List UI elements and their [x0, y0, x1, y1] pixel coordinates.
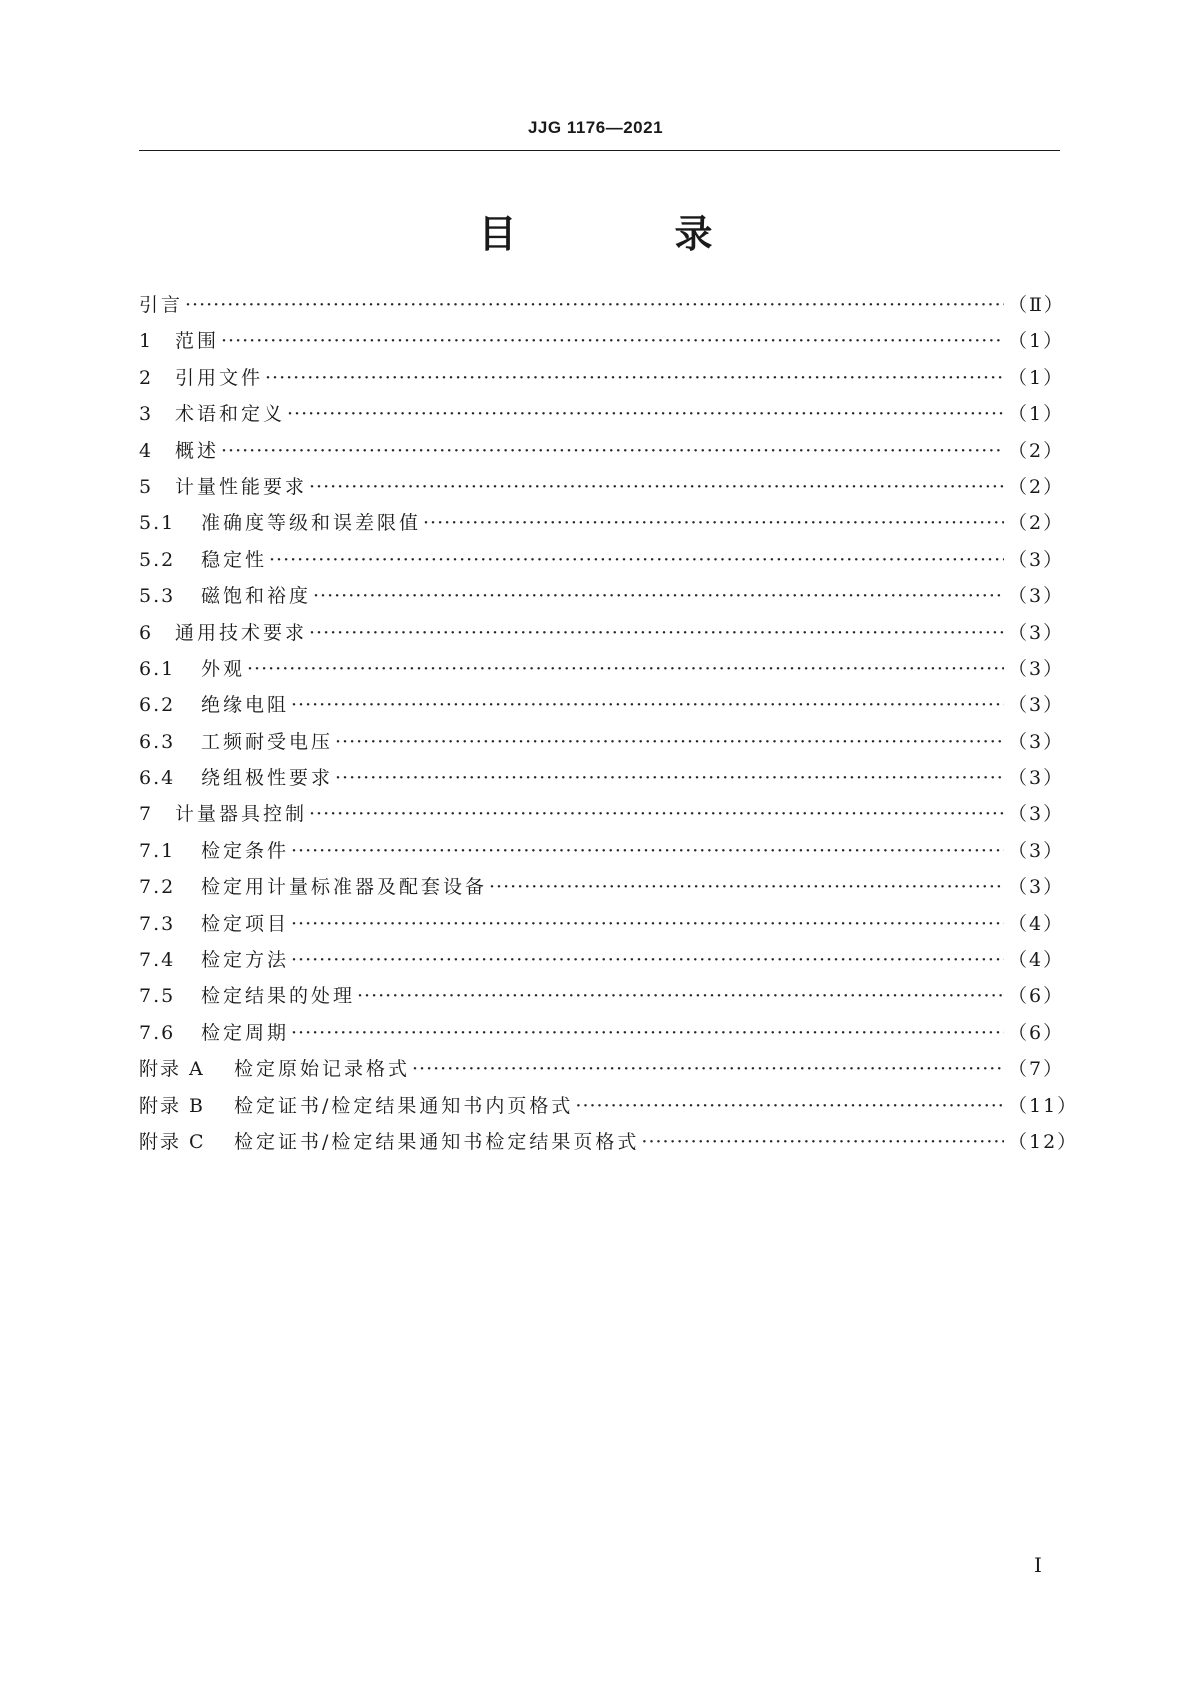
toc-entry-page: （3）: [1008, 876, 1065, 899]
toc-entry-page: （2）: [1008, 439, 1065, 462]
toc-entry-page: （11）: [1008, 1094, 1079, 1117]
toc-entry-page: （3）: [1008, 657, 1065, 680]
toc-entry-page: （3）: [1008, 694, 1065, 717]
toc-leader-dots: [423, 512, 1004, 534]
toc-leader-dots: [309, 803, 1004, 825]
toc-entry[interactable]: [139, 836, 1065, 872]
toc-leader-dots: [575, 1095, 1004, 1117]
toc-entry[interactable]: [139, 581, 1065, 617]
toc-entry-number: 6: [139, 621, 154, 644]
toc-leader-dots: [221, 440, 1004, 462]
toc-leader-dots: [291, 913, 1004, 935]
toc-leader-dots: [291, 694, 1004, 716]
toc-leader-dots: [291, 1022, 1004, 1044]
toc-entry-number: 5: [139, 475, 154, 498]
header-divider: [139, 150, 1060, 151]
toc-entry[interactable]: [139, 399, 1065, 435]
toc-entry-number: 4: [139, 439, 154, 462]
toc-entry[interactable]: [139, 436, 1065, 472]
toc-entry-number: 5.1: [139, 512, 176, 535]
toc-entry[interactable]: [139, 1091, 1079, 1127]
toc-entry-number: 7.1: [139, 839, 176, 862]
toc-entry-number: 5.3: [139, 585, 176, 608]
toc-leader-dots: [221, 330, 1004, 352]
toc-entry-title: 检定原始记录格式: [234, 1058, 411, 1081]
toc-entry[interactable]: [139, 763, 1065, 799]
toc-entry-title: 检定项目: [201, 912, 290, 935]
toc-entry-title: 计量性能要求: [175, 475, 308, 498]
toc-entry-number: 7.2: [139, 876, 176, 899]
toc-entry-title: 稳定性: [201, 548, 268, 571]
toc-entry-title: 检定证书/检定结果通知书内页格式: [234, 1094, 574, 1117]
toc-entry-page: （4）: [1008, 949, 1065, 972]
toc-entry[interactable]: [139, 290, 1065, 326]
toc-entry-title: 引言: [139, 294, 184, 316]
toc-entry[interactable]: [139, 1018, 1065, 1054]
toc-entry-title: 磁饱和裕度: [201, 585, 312, 608]
toc-entry-page: （2）: [1008, 475, 1065, 498]
toc-entry[interactable]: [139, 1054, 1065, 1090]
toc-entry-page: （3）: [1008, 585, 1065, 608]
toc-entry-title: 准确度等级和误差限值: [201, 512, 422, 535]
toc-leader-dots: [291, 949, 1004, 971]
toc-entry-title: 外观: [201, 657, 246, 680]
toc-entry[interactable]: [139, 981, 1065, 1017]
page-title: 目 录: [478, 212, 773, 256]
toc-entry[interactable]: [139, 909, 1065, 945]
toc-entry-title: 通用技术要求: [175, 621, 308, 644]
toc-entry-page: （Ⅱ）: [1008, 294, 1065, 316]
toc-leader-dots: [313, 585, 1004, 607]
toc-leader-dots: [489, 876, 1004, 898]
toc-entry-number: 6.3: [139, 730, 176, 753]
toc-leader-dots: [265, 367, 1004, 389]
toc-entry-number: 附录 B: [139, 1094, 206, 1117]
page-number: Ⅰ: [1034, 1553, 1042, 1577]
toc-entry-page: （12）: [1008, 1130, 1079, 1153]
toc-entry[interactable]: [139, 654, 1065, 690]
toc-entry[interactable]: [139, 727, 1065, 763]
toc-entry-title: 检定周期: [201, 1021, 290, 1044]
toc-leader-dots: [412, 1058, 1004, 1080]
toc-entry-title: 检定结果的处理: [201, 985, 356, 1008]
toc-entry-number: 附录 C: [139, 1130, 206, 1153]
toc-entry-number: 6.2: [139, 694, 176, 717]
toc-entry[interactable]: [139, 945, 1065, 981]
toc-entry[interactable]: [139, 545, 1065, 581]
toc-leader-dots: [291, 840, 1004, 862]
table-of-contents: [139, 290, 1079, 1163]
toc-entry-title: 检定条件: [201, 839, 290, 862]
toc-entry-title: 检定用计量标准器及配套设备: [201, 876, 488, 899]
toc-entry-page: （6）: [1008, 1021, 1065, 1044]
toc-leader-dots: [335, 731, 1004, 753]
toc-entry[interactable]: [139, 618, 1065, 654]
toc-entry-number: 7.6: [139, 1021, 176, 1044]
toc-entry-page: （3）: [1008, 803, 1065, 826]
toc-entry-number: 6.1: [139, 657, 176, 680]
toc-entry-number: 7.4: [139, 949, 176, 972]
toc-entry-page: （3）: [1008, 730, 1065, 753]
toc-entry-title: 工频耐受电压: [201, 730, 334, 753]
toc-entry-number: 6.4: [139, 767, 176, 790]
toc-leader-dots: [641, 1131, 1004, 1153]
toc-entry[interactable]: [139, 472, 1065, 508]
toc-entry-page: （4）: [1008, 912, 1065, 935]
toc-leader-dots: [309, 622, 1004, 644]
toc-entry-title: 绕组极性要求: [201, 767, 334, 790]
toc-entry-number: 7: [139, 803, 154, 826]
toc-entry-number: 附录 A: [139, 1058, 205, 1081]
toc-entry-number: 5.2: [139, 548, 176, 571]
toc-entry-title: 范围: [175, 330, 220, 353]
toc-entry[interactable]: [139, 326, 1065, 362]
toc-entry-page: （1）: [1008, 366, 1065, 389]
toc-entry-page: （1）: [1008, 330, 1065, 353]
toc-entry-page: （3）: [1008, 767, 1065, 790]
toc-entry[interactable]: [139, 690, 1065, 726]
toc-leader-dots: [269, 549, 1004, 571]
toc-entry-title: 计量器具控制: [175, 803, 308, 826]
toc-entry-page: （7）: [1008, 1058, 1065, 1081]
toc-entry-page: （1）: [1008, 403, 1065, 426]
toc-leader-dots: [309, 476, 1004, 498]
toc-leader-dots: [357, 985, 1004, 1007]
toc-entry[interactable]: [139, 872, 1065, 908]
toc-entry-page: （6）: [1008, 985, 1065, 1008]
toc-leader-dots: [287, 403, 1004, 425]
toc-entry-number: 1: [139, 330, 154, 353]
toc-entry-title: 绝缘电阻: [201, 694, 290, 717]
toc-entry-page: （3）: [1008, 621, 1065, 644]
toc-leader-dots: [335, 767, 1004, 789]
toc-entry-number: 2: [139, 366, 154, 389]
toc-entry-title: 术语和定义: [175, 403, 286, 426]
toc-leader-dots: [185, 294, 1004, 316]
toc-entry-title: 引用文件: [175, 366, 264, 389]
toc-entry[interactable]: [139, 799, 1065, 835]
toc-entry-title: 概述: [175, 439, 220, 462]
toc-entry-title: 检定方法: [201, 949, 290, 972]
toc-entry-title: 检定证书/检定结果通知书检定结果页格式: [234, 1130, 640, 1153]
toc-entry[interactable]: [139, 363, 1065, 399]
toc-entry[interactable]: [139, 508, 1065, 544]
toc-entry-number: 7.3: [139, 912, 176, 935]
toc-entry-number: 7.5: [139, 985, 176, 1008]
toc-entry-page: （3）: [1008, 839, 1065, 862]
toc-entry-page: （2）: [1008, 512, 1065, 535]
toc-entry-page: （3）: [1008, 548, 1065, 571]
toc-leader-dots: [247, 658, 1004, 680]
standard-code-header: JJG 1176—2021: [527, 118, 664, 137]
toc-entry-number: 3: [139, 403, 154, 426]
toc-entry[interactable]: [139, 1127, 1079, 1163]
